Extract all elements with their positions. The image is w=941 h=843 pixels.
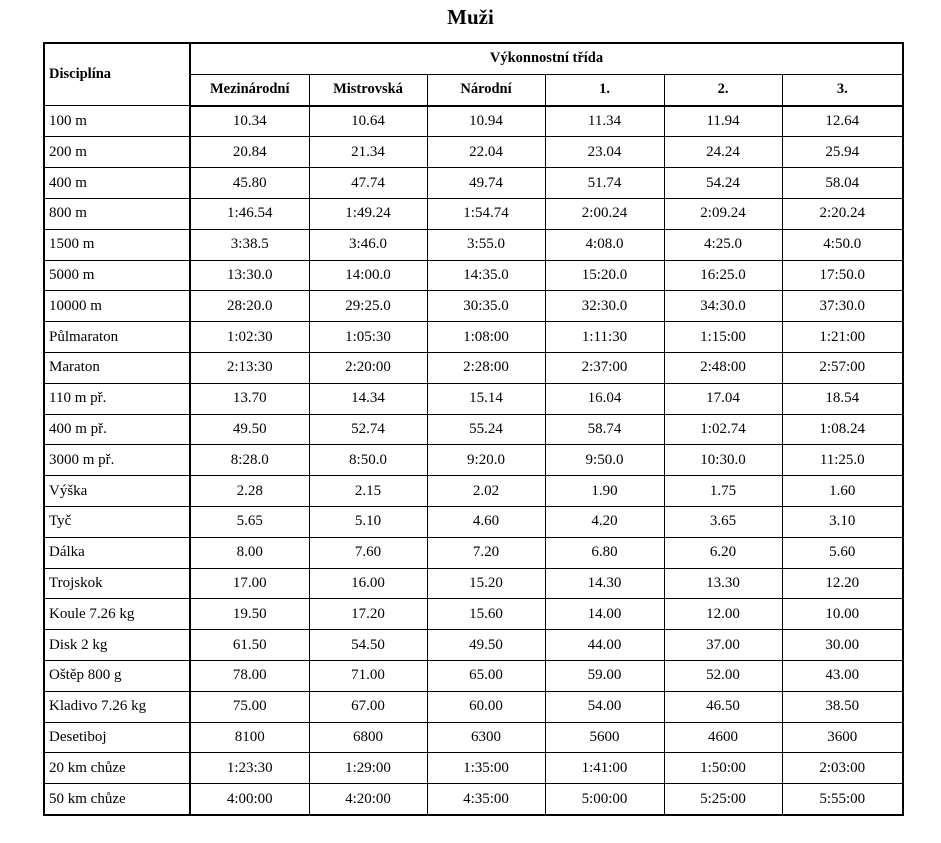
value-cell: 60.00 [427, 691, 545, 722]
value-cell: 55.24 [427, 414, 545, 445]
value-cell: 4:08.0 [545, 229, 664, 260]
value-cell: 6300 [427, 722, 545, 753]
value-cell: 15.20 [427, 568, 545, 599]
value-cell: 5:55:00 [782, 784, 903, 815]
table-row [44, 630, 903, 661]
table-row [44, 537, 903, 568]
value-cell: 1:23:30 [190, 753, 309, 784]
discipline-cell: 110 m př. [44, 383, 190, 414]
value-cell: 10:30.0 [664, 445, 782, 476]
value-cell: 3:46.0 [309, 229, 427, 260]
value-cell: 58.74 [545, 414, 664, 445]
value-cell: 75.00 [190, 691, 309, 722]
value-cell: 49.74 [427, 168, 545, 199]
class-header-1: 1. [545, 74, 664, 105]
discipline-cell: 50 km chůze [44, 784, 190, 815]
value-cell: 19.50 [190, 599, 309, 630]
table-row [44, 322, 903, 353]
value-cell: 28:20.0 [190, 291, 309, 322]
value-cell: 15:20.0 [545, 260, 664, 291]
value-cell: 65.00 [427, 660, 545, 691]
value-cell: 1.60 [782, 476, 903, 507]
value-cell: 16.04 [545, 383, 664, 414]
value-cell: 10.00 [782, 599, 903, 630]
value-cell: 2:13:30 [190, 352, 309, 383]
value-cell: 1:08.24 [782, 414, 903, 445]
value-cell: 59.00 [545, 660, 664, 691]
value-cell: 78.00 [190, 660, 309, 691]
value-cell: 9:50.0 [545, 445, 664, 476]
value-cell: 67.00 [309, 691, 427, 722]
table-row [44, 106, 903, 137]
table-row [44, 168, 903, 199]
value-cell: 12.00 [664, 599, 782, 630]
discipline-cell: Maraton [44, 352, 190, 383]
value-cell: 1:15:00 [664, 322, 782, 353]
page-title: Muži [447, 5, 494, 29]
table-row [44, 414, 903, 445]
value-cell: 1:05:30 [309, 322, 427, 353]
value-cell: 3.65 [664, 506, 782, 537]
table-row [44, 445, 903, 476]
value-cell: 4:35:00 [427, 784, 545, 815]
table-row [44, 660, 903, 691]
value-cell: 3600 [782, 722, 903, 753]
value-cell: 54.50 [309, 630, 427, 661]
value-cell: 13.30 [664, 568, 782, 599]
table-row [44, 383, 903, 414]
value-cell: 8:28.0 [190, 445, 309, 476]
value-cell: 43.00 [782, 660, 903, 691]
discipline-cell: Kladivo 7.26 kg [44, 691, 190, 722]
value-cell: 2:00.24 [545, 198, 664, 229]
value-cell: 32:30.0 [545, 291, 664, 322]
value-cell: 5600 [545, 722, 664, 753]
value-cell: 49.50 [190, 414, 309, 445]
value-cell: 10.94 [427, 106, 545, 137]
value-cell: 11:25.0 [782, 445, 903, 476]
value-cell: 12.20 [782, 568, 903, 599]
discipline-cell: 400 m [44, 168, 190, 199]
value-cell: 12.64 [782, 106, 903, 137]
table-row [44, 476, 903, 507]
value-cell: 1:35:00 [427, 753, 545, 784]
value-cell: 30.00 [782, 630, 903, 661]
value-cell: 4:50.0 [782, 229, 903, 260]
performance-class-group-header: Výkonnostní třída [190, 43, 903, 74]
value-cell: 37:30.0 [782, 291, 903, 322]
class-header-mezinarodni: Mezinárodní [190, 74, 309, 105]
value-cell: 11.94 [664, 106, 782, 137]
value-cell: 2:20.24 [782, 198, 903, 229]
value-cell: 2:37:00 [545, 352, 664, 383]
value-cell: 17.04 [664, 383, 782, 414]
value-cell: 44.00 [545, 630, 664, 661]
table-row [44, 352, 903, 383]
value-cell: 16:25.0 [664, 260, 782, 291]
value-cell: 1:41:00 [545, 753, 664, 784]
value-cell: 17.00 [190, 568, 309, 599]
value-cell: 1.75 [664, 476, 782, 507]
discipline-cell: Trojskok [44, 568, 190, 599]
value-cell: 4.20 [545, 506, 664, 537]
value-cell: 4600 [664, 722, 782, 753]
value-cell: 15.14 [427, 383, 545, 414]
value-cell: 7.60 [309, 537, 427, 568]
value-cell: 21.34 [309, 137, 427, 168]
header-row-group [44, 43, 903, 74]
table-body [44, 106, 903, 815]
value-cell: 3:38.5 [190, 229, 309, 260]
value-cell: 1:49.24 [309, 198, 427, 229]
value-cell: 14.30 [545, 568, 664, 599]
value-cell: 52.74 [309, 414, 427, 445]
value-cell: 1:50:00 [664, 753, 782, 784]
value-cell: 1:11:30 [545, 322, 664, 353]
value-cell: 54.00 [545, 691, 664, 722]
table-row [44, 784, 903, 815]
value-cell: 46.50 [664, 691, 782, 722]
value-cell: 1:46.54 [190, 198, 309, 229]
value-cell: 1:29:00 [309, 753, 427, 784]
discipline-cell: 20 km chůze [44, 753, 190, 784]
value-cell: 6.20 [664, 537, 782, 568]
value-cell: 54.24 [664, 168, 782, 199]
table-row [44, 568, 903, 599]
value-cell: 3.10 [782, 506, 903, 537]
value-cell: 2:20:00 [309, 352, 427, 383]
discipline-column-header: Disciplína [44, 43, 190, 106]
value-cell: 6.80 [545, 537, 664, 568]
discipline-cell: Tyč [44, 506, 190, 537]
discipline-cell: Disk 2 kg [44, 630, 190, 661]
value-cell: 34:30.0 [664, 291, 782, 322]
value-cell: 2:48:00 [664, 352, 782, 383]
value-cell: 14.00 [545, 599, 664, 630]
value-cell: 24.24 [664, 137, 782, 168]
value-cell: 10.34 [190, 106, 309, 137]
value-cell: 47.74 [309, 168, 427, 199]
discipline-cell: 200 m [44, 137, 190, 168]
value-cell: 4.60 [427, 506, 545, 537]
value-cell: 23.04 [545, 137, 664, 168]
discipline-cell: 1500 m [44, 229, 190, 260]
value-cell: 2.28 [190, 476, 309, 507]
discipline-cell: Koule 7.26 kg [44, 599, 190, 630]
discipline-cell: Dálka [44, 537, 190, 568]
value-cell: 11.34 [545, 106, 664, 137]
value-cell: 1.90 [545, 476, 664, 507]
class-header-3: 3. [782, 74, 903, 105]
value-cell: 2:57:00 [782, 352, 903, 383]
value-cell: 14.34 [309, 383, 427, 414]
value-cell: 9:20.0 [427, 445, 545, 476]
value-cell: 5:25:00 [664, 784, 782, 815]
value-cell: 13.70 [190, 383, 309, 414]
value-cell: 8:50.0 [309, 445, 427, 476]
performance-classes-table [43, 42, 904, 816]
value-cell: 14:00.0 [309, 260, 427, 291]
discipline-cell: 10000 m [44, 291, 190, 322]
value-cell: 1:21:00 [782, 322, 903, 353]
value-cell: 2:28:00 [427, 352, 545, 383]
value-cell: 45.80 [190, 168, 309, 199]
value-cell: 16.00 [309, 568, 427, 599]
value-cell: 4:25.0 [664, 229, 782, 260]
class-header-narodni: Národní [427, 74, 545, 105]
table-row [44, 291, 903, 322]
table-row [44, 722, 903, 753]
discipline-cell: Výška [44, 476, 190, 507]
value-cell: 5.10 [309, 506, 427, 537]
table-row [44, 691, 903, 722]
value-cell: 2:03:00 [782, 753, 903, 784]
value-cell: 5.65 [190, 506, 309, 537]
value-cell: 14:35.0 [427, 260, 545, 291]
discipline-cell: 3000 m př. [44, 445, 190, 476]
value-cell: 4:00:00 [190, 784, 309, 815]
value-cell: 7.20 [427, 537, 545, 568]
value-cell: 8.00 [190, 537, 309, 568]
value-cell: 5:00:00 [545, 784, 664, 815]
table-row [44, 753, 903, 784]
value-cell: 18.54 [782, 383, 903, 414]
value-cell: 4:20:00 [309, 784, 427, 815]
value-cell: 22.04 [427, 137, 545, 168]
value-cell: 1:02.74 [664, 414, 782, 445]
discipline-cell: Oštěp 800 g [44, 660, 190, 691]
value-cell: 6800 [309, 722, 427, 753]
value-cell: 2.15 [309, 476, 427, 507]
value-cell: 2:09.24 [664, 198, 782, 229]
discipline-cell: 100 m [44, 106, 190, 137]
table-row [44, 198, 903, 229]
class-header-2: 2. [664, 74, 782, 105]
table-row [44, 260, 903, 291]
value-cell: 25.94 [782, 137, 903, 168]
discipline-cell: 400 m př. [44, 414, 190, 445]
value-cell: 58.04 [782, 168, 903, 199]
value-cell: 29:25.0 [309, 291, 427, 322]
value-cell: 1:02:30 [190, 322, 309, 353]
value-cell: 49.50 [427, 630, 545, 661]
value-cell: 30:35.0 [427, 291, 545, 322]
class-header-mistrovska: Mistrovská [309, 74, 427, 105]
value-cell: 52.00 [664, 660, 782, 691]
discipline-cell: Desetiboj [44, 722, 190, 753]
value-cell: 10.64 [309, 106, 427, 137]
value-cell: 2.02 [427, 476, 545, 507]
value-cell: 38.50 [782, 691, 903, 722]
table-row [44, 506, 903, 537]
value-cell: 8100 [190, 722, 309, 753]
value-cell: 20.84 [190, 137, 309, 168]
value-cell: 17:50.0 [782, 260, 903, 291]
value-cell: 71.00 [309, 660, 427, 691]
value-cell: 17.20 [309, 599, 427, 630]
discipline-cell: Půlmaraton [44, 322, 190, 353]
value-cell: 1:08:00 [427, 322, 545, 353]
value-cell: 15.60 [427, 599, 545, 630]
value-cell: 37.00 [664, 630, 782, 661]
discipline-cell: 5000 m [44, 260, 190, 291]
value-cell: 5.60 [782, 537, 903, 568]
value-cell: 61.50 [190, 630, 309, 661]
table-row [44, 599, 903, 630]
value-cell: 1:54.74 [427, 198, 545, 229]
table-row [44, 137, 903, 168]
value-cell: 51.74 [545, 168, 664, 199]
table-row [44, 229, 903, 260]
discipline-cell: 800 m [44, 198, 190, 229]
value-cell: 13:30.0 [190, 260, 309, 291]
value-cell: 3:55.0 [427, 229, 545, 260]
